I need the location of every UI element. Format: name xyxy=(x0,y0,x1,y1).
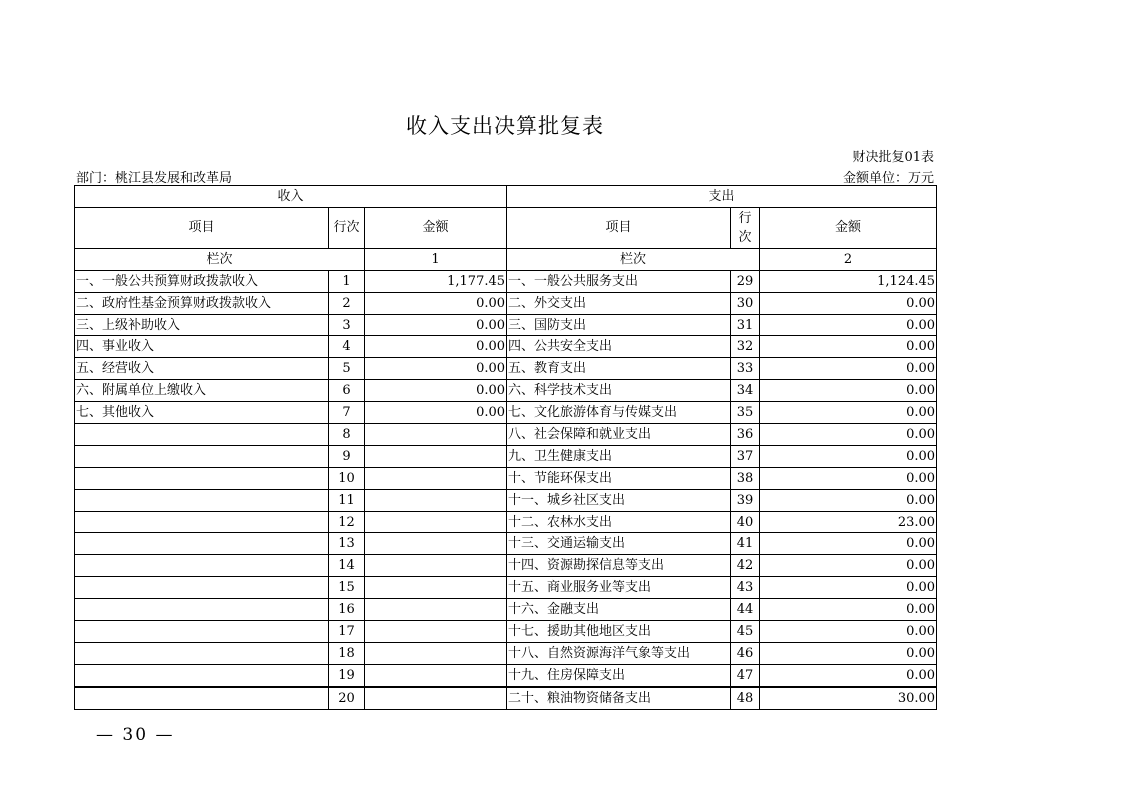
table-row xyxy=(75,380,937,402)
income-col-1: 1 xyxy=(365,248,507,270)
expense-row-no-cell: 35 xyxy=(731,402,760,424)
expense-amount-cell: 0.00 xyxy=(760,533,937,555)
expense-amount-cell: 0.00 xyxy=(760,424,937,446)
table-row xyxy=(75,467,937,489)
income-row-no-cell: 17 xyxy=(329,621,365,643)
page-title: 收入支出决算批复表 xyxy=(406,114,604,138)
expense-row-no-cell: 41 xyxy=(731,533,760,555)
income-item-cell xyxy=(75,577,329,599)
expense-item-cell: 十四、资源勘探信息等支出 xyxy=(507,555,731,577)
table-row xyxy=(75,599,937,621)
expense-amount-cell: 0.00 xyxy=(760,555,937,577)
expense-item-cell: 六、科学技术支出 xyxy=(507,380,731,402)
table-row xyxy=(75,402,937,424)
expense-row-no-cell: 33 xyxy=(731,358,760,380)
expense-row-no-cell: 34 xyxy=(731,380,760,402)
income-amount-cell: 1,177.45 xyxy=(365,270,507,292)
income-item-cell xyxy=(75,533,329,555)
expense-row-no-cell: 36 xyxy=(731,424,760,446)
expense-item-cell: 十七、援助其他地区支出 xyxy=(507,621,731,643)
table-row xyxy=(75,533,937,555)
income-row-no-cell: 1 xyxy=(329,270,365,292)
department-label: 部门：桃江县发展和改革局 xyxy=(76,171,233,186)
expense-item-header: 项目 xyxy=(507,207,731,248)
expense-item-cell: 八、社会保障和就业支出 xyxy=(507,424,731,446)
income-row-no-cell: 16 xyxy=(329,599,365,621)
expense-row-no-cell: 45 xyxy=(731,621,760,643)
income-amount-cell: 0.00 xyxy=(365,336,507,358)
expense-item-cell: 十、节能环保支出 xyxy=(507,467,731,489)
table-row xyxy=(75,555,937,577)
income-column-index: 栏次 xyxy=(75,248,365,270)
expense-amount-cell: 0.00 xyxy=(760,445,937,467)
expense-amount-cell: 30.00 xyxy=(760,687,937,709)
income-item-cell xyxy=(75,599,329,621)
expense-row-no-cell: 38 xyxy=(731,467,760,489)
table-row xyxy=(75,687,937,709)
expense-item-cell: 三、国防支出 xyxy=(507,314,731,336)
income-item-cell: 二、政府性基金预算财政拨款收入 xyxy=(75,292,329,314)
income-row-no-cell: 8 xyxy=(329,424,365,446)
income-amount-cell xyxy=(365,511,507,533)
expense-row-no-cell: 46 xyxy=(731,642,760,664)
income-item-cell: 五、经营收入 xyxy=(75,358,329,380)
table-row xyxy=(75,336,937,358)
income-row-no-cell: 19 xyxy=(329,664,365,686)
table-row xyxy=(75,358,937,380)
section-header-row xyxy=(75,186,937,208)
income-row-no-cell: 10 xyxy=(329,467,365,489)
income-row-no-cell: 7 xyxy=(329,402,365,424)
budget-table xyxy=(74,185,937,710)
table-row xyxy=(75,511,937,533)
income-amount-cell xyxy=(365,424,507,446)
income-row-no-cell: 6 xyxy=(329,380,365,402)
expense-item-cell: 一、一般公共服务支出 xyxy=(507,270,731,292)
table-row xyxy=(75,621,937,643)
expense-item-cell: 九、卫生健康支出 xyxy=(507,445,731,467)
income-amount-cell: 0.00 xyxy=(365,314,507,336)
income-amount-cell: 0.00 xyxy=(365,380,507,402)
table-row xyxy=(75,292,937,314)
income-item-cell xyxy=(75,445,329,467)
expense-row-no-cell: 48 xyxy=(731,687,760,709)
expense-row-no-cell: 42 xyxy=(731,555,760,577)
unit-label: 金额单位：万元 xyxy=(842,171,934,186)
income-item-cell xyxy=(75,467,329,489)
expense-col-2: 2 xyxy=(760,248,937,270)
expense-amount-cell: 0.00 xyxy=(760,314,937,336)
expense-amount-cell: 0.00 xyxy=(760,577,937,599)
expense-amount-cell: 0.00 xyxy=(760,380,937,402)
expense-amount-cell: 0.00 xyxy=(760,292,937,314)
table-row xyxy=(75,424,937,446)
expense-item-cell: 十三、交通运输支出 xyxy=(507,533,731,555)
table-row xyxy=(75,664,937,686)
expense-amount-cell: 1,124.45 xyxy=(760,270,937,292)
income-item-cell xyxy=(75,511,329,533)
expense-amount-header: 金额 xyxy=(760,207,937,248)
income-row-no-cell: 15 xyxy=(329,577,365,599)
expense-item-cell: 十六、金融支出 xyxy=(507,599,731,621)
expense-item-cell: 五、教育支出 xyxy=(507,358,731,380)
form-number: 财决批复01表 xyxy=(852,150,934,165)
table-row xyxy=(75,489,937,511)
expense-amount-cell: 0.00 xyxy=(760,599,937,621)
expense-amount-cell: 23.00 xyxy=(760,511,937,533)
expense-amount-cell: 0.00 xyxy=(760,664,937,686)
income-item-cell xyxy=(75,424,329,446)
expense-item-cell: 十八、自然资源海洋气象等支出 xyxy=(507,642,731,664)
expense-item-cell: 二、外交支出 xyxy=(507,292,731,314)
expense-amount-cell: 0.00 xyxy=(760,402,937,424)
income-amount-cell xyxy=(365,664,507,686)
expense-header: 支出 xyxy=(507,186,937,208)
expense-row-no-cell: 37 xyxy=(731,445,760,467)
income-item-cell: 七、其他收入 xyxy=(75,402,329,424)
income-item-cell xyxy=(75,489,329,511)
expense-item-cell: 二十、粮油物资储备支出 xyxy=(507,687,731,709)
expense-amount-cell: 0.00 xyxy=(760,467,937,489)
income-item-cell xyxy=(75,687,329,709)
income-amount-cell xyxy=(365,489,507,511)
expense-row-no-cell: 39 xyxy=(731,489,760,511)
expense-row-no-cell: 44 xyxy=(731,599,760,621)
table-row xyxy=(75,445,937,467)
expense-amount-cell: 0.00 xyxy=(760,336,937,358)
income-item-cell: 六、附属单位上缴收入 xyxy=(75,380,329,402)
income-amount-cell xyxy=(365,445,507,467)
income-row-no-header: 行次 xyxy=(329,207,365,248)
expense-row-no-cell: 43 xyxy=(731,577,760,599)
income-header: 收入 xyxy=(75,186,507,208)
expense-item-cell: 十九、住房保障支出 xyxy=(507,664,731,686)
income-row-no-cell: 20 xyxy=(329,687,365,709)
income-amount-cell xyxy=(365,599,507,621)
income-amount-cell xyxy=(365,621,507,643)
table-row xyxy=(75,642,937,664)
income-row-no-cell: 3 xyxy=(329,314,365,336)
expense-item-cell: 十二、农林水支出 xyxy=(507,511,731,533)
income-row-no-cell: 12 xyxy=(329,511,365,533)
income-item-cell xyxy=(75,642,329,664)
income-amount-header: 金额 xyxy=(365,207,507,248)
income-amount-cell: 0.00 xyxy=(365,402,507,424)
expense-row-no-cell: 40 xyxy=(731,511,760,533)
column-index-row xyxy=(75,248,937,270)
income-amount-cell: 0.00 xyxy=(365,358,507,380)
income-item-header: 项目 xyxy=(75,207,329,248)
income-amount-cell: 0.00 xyxy=(365,292,507,314)
expense-row-no-cell: 47 xyxy=(731,664,760,686)
expense-item-cell: 七、文化旅游体育与传媒支出 xyxy=(507,402,731,424)
expense-column-index: 栏次 xyxy=(507,248,760,270)
expense-row-no-header: 行 次 xyxy=(731,207,760,248)
income-row-no-cell: 9 xyxy=(329,445,365,467)
expense-amount-cell: 0.00 xyxy=(760,621,937,643)
income-row-no-cell: 18 xyxy=(329,642,365,664)
income-row-no-cell: 13 xyxy=(329,533,365,555)
expense-amount-cell: 0.00 xyxy=(760,489,937,511)
income-item-cell: 三、上级补助收入 xyxy=(75,314,329,336)
income-row-no-cell: 4 xyxy=(329,336,365,358)
table-row xyxy=(75,577,937,599)
expense-row-no-cell: 30 xyxy=(731,292,760,314)
income-item-cell xyxy=(75,555,329,577)
income-amount-cell xyxy=(365,687,507,709)
income-row-no-cell: 2 xyxy=(329,292,365,314)
column-header-row xyxy=(75,207,937,248)
expense-row-no-cell: 29 xyxy=(731,270,760,292)
table-row xyxy=(75,314,937,336)
table-row xyxy=(75,270,937,292)
income-row-no-cell: 14 xyxy=(329,555,365,577)
expense-item-cell: 十五、商业服务业等支出 xyxy=(507,577,731,599)
income-amount-cell xyxy=(365,533,507,555)
income-amount-cell xyxy=(365,577,507,599)
income-row-no-cell: 11 xyxy=(329,489,365,511)
page-number: — 30 — xyxy=(96,725,175,745)
income-item-cell: 一、一般公共预算财政拨款收入 xyxy=(75,270,329,292)
income-item-cell xyxy=(75,621,329,643)
income-amount-cell xyxy=(365,467,507,489)
income-amount-cell xyxy=(365,555,507,577)
expense-amount-cell: 0.00 xyxy=(760,642,937,664)
expense-row-no-cell: 31 xyxy=(731,314,760,336)
income-item-cell xyxy=(75,664,329,686)
expense-item-cell: 四、公共安全支出 xyxy=(507,336,731,358)
expense-amount-cell: 0.00 xyxy=(760,358,937,380)
income-amount-cell xyxy=(365,642,507,664)
expense-row-no-cell: 32 xyxy=(731,336,760,358)
income-item-cell: 四、事业收入 xyxy=(75,336,329,358)
expense-item-cell: 十一、城乡社区支出 xyxy=(507,489,731,511)
income-row-no-cell: 5 xyxy=(329,358,365,380)
